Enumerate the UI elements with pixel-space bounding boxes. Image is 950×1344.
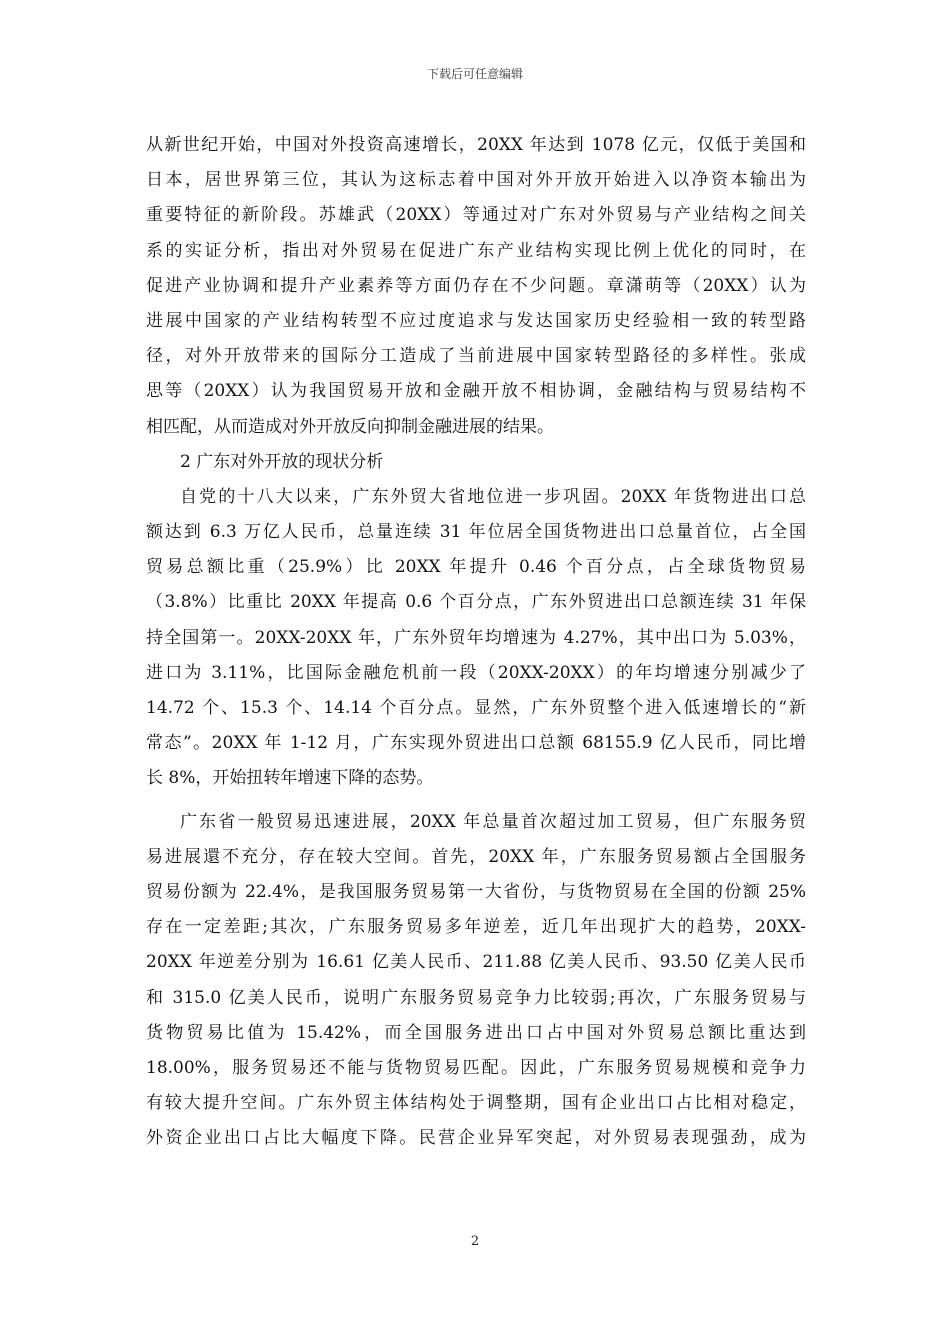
page-header: 下载后可任意编辑 [426, 67, 523, 81]
text-line: （3.8%）比重比 20XX 年提高 0.6 个百分点，广东外贸进出口总额连续 31 年保 [146, 592, 806, 613]
text-line: 货物贸易比值为 15.42%，而全国服务进出口占中国对外贸易总额比重达到 [146, 1022, 806, 1043]
text-line: 系的实证分析，指出对外贸易在促进广东产业结构实现比例上优化的同时，在 [146, 240, 806, 261]
document-body [146, 128, 806, 1156]
text-line: 和 315.0 亿美人民币，说明广东服务贸易竞争力比较弱;再次，广东服务贸易与 [146, 987, 806, 1008]
text-line: 自党的十八大以来，广东外贸大省地位进一步巩固。20XX 年货物进出口总 [180, 486, 806, 507]
text-line: 存在一定差距;其次，广东服务贸易多年逆差，近几年出现扩大的趋势，20XX- [146, 917, 806, 938]
text-line: 日本，居世界第三位，其认为这标志着中国对外开放开始进入以净资本输出为 [146, 170, 806, 191]
text-line: 20XX 年逆差分别为 16.61 亿美人民币、211.88 亿美人民币、93.50 亿美人民币 [146, 952, 806, 973]
paragraph-literature-review [146, 128, 806, 445]
text-line: 促进产业协调和提升产业素养等方面仍存在不少问题。章潇萌等（20XX）认为 [146, 275, 806, 296]
paragraph-status-overview [146, 480, 806, 797]
text-line: 额达到 6.3 万亿人民币，总量连续 31 年位居全国货物进出口总量首位，占全国 [146, 522, 806, 543]
text-line: 常态”。20XX 年 1-12 月，广东实现外贸进出口总额 68155.9 亿人民币，同比增 [146, 733, 806, 754]
text-line: 广东省一般贸易迅速进展，20XX 年总量首次超过加工贸易，但广东服务贸 [180, 811, 806, 832]
text-line: 贸易总额比重（25.9%）比 20XX 年提升 0.46 个百分点，占全球货物贸易 [146, 557, 806, 578]
section-heading: 2 广东对外开放的现状分析 [180, 451, 384, 472]
text-line: 长 8%，开始扭转年增速下降的态势。 [146, 768, 434, 789]
text-line: 径，对外开放带来的国际分工造成了当前进展中国家转型路径的多样性。张成 [146, 346, 806, 367]
text-line: 贸易份额为 22.4%，是我国服务贸易第一大省份，与货物贸易在全国的份额 25% [146, 881, 806, 902]
text-line: 从新世纪开始，中国对外投资高速增长，20XX 年达到 1078 亿元，仅低于美国和 [146, 135, 806, 155]
text-line: 思等（20XX）认为我国贸易开放和金融开放不相协调，金融结构与贸易结构不 [146, 381, 806, 402]
text-line: 进口为 3.11%，比国际金融危机前一段（20XX-20XX）的年均增速分别减少了 [146, 662, 806, 683]
page-number: 2 [470, 1234, 480, 1249]
text-line: 外资企业出口占比大幅度下降。民营企业异军突起，对外贸易表现强劲，成为 [146, 1128, 806, 1149]
text-line: 有较大提升空间。广东外贸主体结构处于调整期，国有企业出口占比相对稳定， [146, 1093, 806, 1114]
text-line: 持全国第一。20XX-20XX 年，广东外贸年均增速为 4.27%，其中出口为 5.03%， [146, 627, 806, 648]
text-line: 18.00%，服务贸易还不能与货物贸易匹配。因此，广东服务贸易规模和竞争力 [146, 1057, 806, 1078]
paragraph-service-trade [146, 805, 806, 1157]
text-line: 重要特征的新阶段。苏雄武（20XX）等通过对广东对外贸易与产业结构之间关 [146, 205, 806, 226]
text-line: 进展中国家的产业结构转型不应过度追求与发达国家历史经验相一致的转型路 [146, 310, 806, 331]
text-line: 14.72 个、15.3 个、14.14 个百分点。显然，广东外贸整个进入低速增长的“新 [146, 698, 806, 718]
text-line: 相匹配，从而造成对外开放反向抑制金融进展的结果。 [146, 416, 554, 437]
text-line: 易进展還不充分，存在较大空间。首先，20XX 年，广东服务贸易额占全国服务 [146, 846, 806, 867]
